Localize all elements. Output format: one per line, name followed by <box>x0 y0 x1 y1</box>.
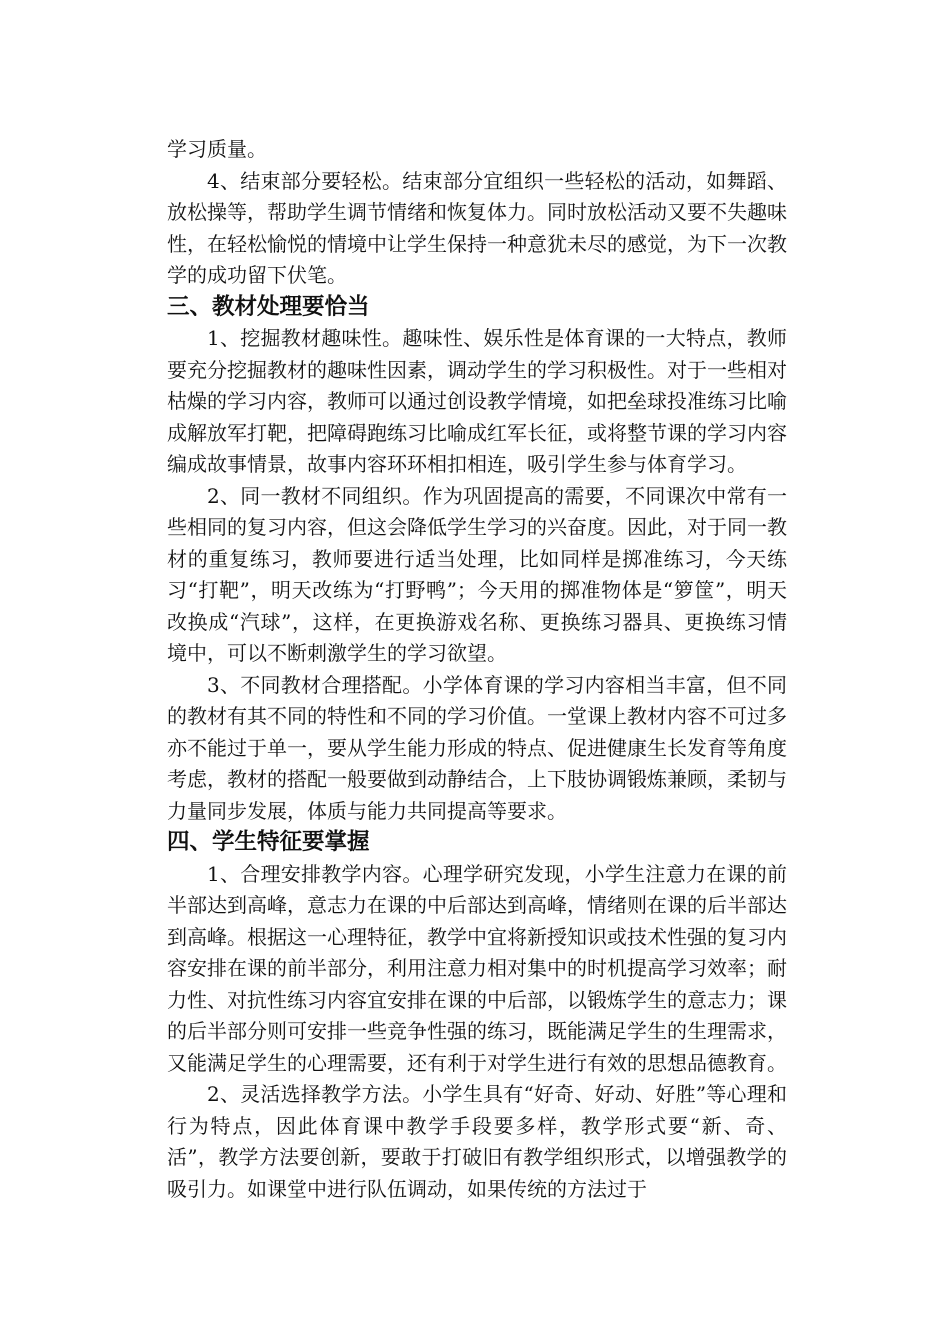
paragraph-section4-item2: 2、灵活选择教学方法。小学生具有“好奇、好动、好胜”等心理和行为特点，因此体育课中教学手段要多样，教学形式要“新、奇、活”，教学方法要创新，要敢于打破旧有教学组织形式，以增强教学的吸引力。如课堂中进行队伍调动，如果传统的方法过于 <box>167 1082 787 1201</box>
section-heading-3: 三、教材处理要恰当 <box>167 293 370 320</box>
paragraph-section3-item3: 3、不同教材合理搭配。小学体育课的学习内容相当丰富，但不同的教材有其不同的特性和不同的学习价值。一堂课上教材内容不可过多亦不能过于单一，要从学生能力形成的特点、促进健康生长发育等角度考虑，教材的搭配一般要做到动静结合，上下肢协调锻炼兼顾，柔韧与力量同步发展，体质与能力共同提高等要求。 <box>167 672 787 823</box>
paragraph-section3-item1: 1、挖掘教材趣味性。趣味性、娱乐性是体育课的一大特点，教师要充分挖掘教材的趣味性因素，调动学生的学习积极性。对于一些相对枯燥的学习内容，教师可以通过创设教学情境，如把垒球投准练习比喻成解放军打靶，把障碍跑练习比喻成红军长征，或将整节课的学习内容编成故事情景，故事内容环环相扣相连，吸引学生参与体育学习。 <box>167 326 787 476</box>
paragraph-section4-item1: 1、合理安排教学内容。心理学研究发现，小学生注意力在课的前半部达到高峰，意志力在课的中后部达到高峰，情绪则在课的后半部达到高峰。根据这一心理特征，教学中宜将新授知识或技术性强的复习内容安排在课的前半部分，利用注意力相对集中的时机提高学习效率；耐力性、对抗性练习内容宜安排在课的中后部，以锻炼学生的意志力；课的后半部分则可安排一些竞争性强的练习，既能满足学生的生理需求，又能满足学生的心理需要，还有利于对学生进行有效的思想品德教育。 <box>167 861 787 1075</box>
document-page <box>167 134 787 1205</box>
paragraph-section3-item2: 2、同一教材不同组织。作为巩固提高的需要，不同课次中常有一些相同的复习内容，但这会降低学生学习的兴奋度。因此，对于同一教材的重复练习，教师要进行适当处理，比如同样是掷准练习，今天练习“打靶”，明天改练为“打野鸭”；今天用的掷准物体是“箩筐”，明天改换成“汽球”，这样，在更换游戏名称、更换练习器具、更换练习情境中，可以不断刺激学生的学习欲望。 <box>167 483 787 665</box>
paragraph-intro-tail: 学习质量。 <box>167 137 267 161</box>
paragraph-section2-item4: 4、结束部分要轻松。结束部分宜组织一些轻松的活动，如舞蹈、放松操等，帮助学生调节情绪和恢复体力。同时放松活动又要不失趣味性，在轻松愉悦的情境中让学生保持一种意犹未尽的感觉，为下一次教学的成功留下伏笔。 <box>167 168 787 287</box>
section-heading-4: 四、学生特征要掌握 <box>167 829 370 855</box>
